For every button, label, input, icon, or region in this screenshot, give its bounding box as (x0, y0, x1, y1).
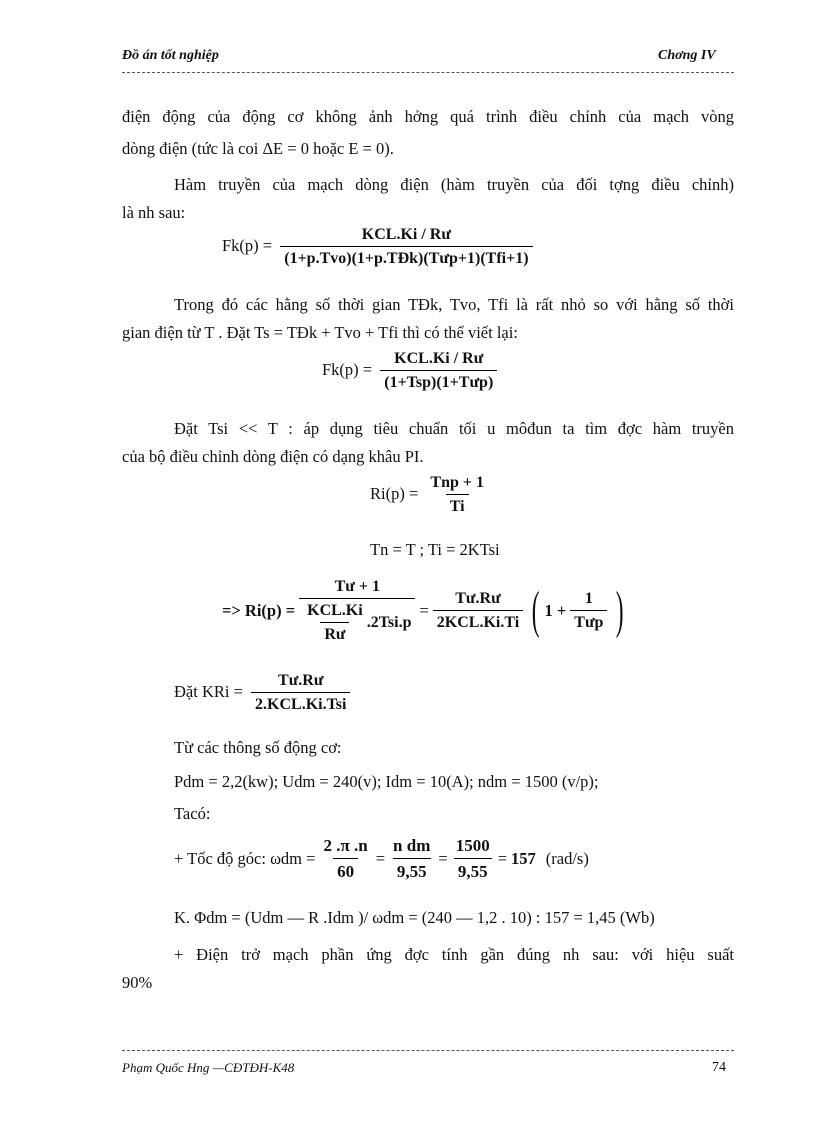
equation-8: K. Φdm = (Udm — R .Idm )/ ωdm = (240 — 1,2 . 10) : 157 = 1,45 (Wb) (174, 908, 655, 927)
equation-7-equals-2: = (438, 849, 448, 868)
header-rule (122, 72, 734, 73)
equation-6-fraction (251, 672, 350, 714)
equation-7-fraction-1 (319, 836, 371, 882)
equation-1-lhs: Fk(p) = (222, 235, 273, 255)
equation-2-numerator: KCL.Ki / Rư (394, 350, 484, 367)
header-title: Đồ án tốt nghiệp (122, 48, 219, 63)
equation-7-unit: (rad/s) (545, 849, 589, 868)
equation-1-denominator: (1+p.Tvo)(1+p.TĐk)(Tưp+1)(Tfi+1) (280, 246, 532, 268)
paragraph-2-line-1: Hàm truyền của mạch dòng điện (hàm truyền của đối tợng điều chỉnh) (174, 175, 734, 194)
equation-3-denominator: Ti (446, 494, 469, 516)
equation-2-lhs: Fk(p) = (322, 359, 373, 379)
equation-7-fraction-3 (452, 836, 494, 882)
equation-5-left-paren: ( (531, 582, 540, 639)
equation-2-denominator: (1+Tsp)(1+Tưp) (380, 370, 497, 392)
equation-7-equals-3: = (497, 849, 507, 868)
equation-3 (370, 474, 492, 516)
equation-6-denominator: 2.KCL.Ki.Tsi (251, 692, 350, 714)
paragraph-1-line-2: dòng điện (tức là coi ΔE = 0 hoặc E = 0). (122, 139, 394, 158)
equation-5-denominator-3: Tưp (570, 610, 607, 632)
equation-1 (222, 226, 537, 268)
equation-5-numerator-2: Tư.Rư (455, 590, 501, 607)
paragraph-4-line-2: của bộ điều chỉnh dòng điện có dạng khâu PI. (122, 447, 424, 466)
paragraph-3-line-2: gian điện từ T . Đặt Ts = TĐk + Tvo + Tfi thì có thể viết lại: (122, 323, 518, 342)
equation-1-fraction (280, 226, 532, 268)
equation-3-lhs: Ri(p) = (370, 483, 419, 503)
equation-5-inner-denominator: Rư (320, 622, 349, 644)
equation-7-denominator-1: 60 (333, 858, 358, 882)
equation-7-denominator-3: 9,55 (454, 858, 492, 882)
equation-7-result: 157 (511, 849, 536, 868)
equation-7-numerator-2: n dm (393, 836, 431, 855)
equation-5-fraction-3 (570, 590, 607, 632)
equation-5-equals: = (419, 601, 429, 620)
equation-5 (222, 578, 629, 644)
equation-2 (322, 350, 501, 392)
equation-5-lhs: => Ri(p) = (222, 601, 296, 620)
equation-5-denominator-2: 2KCL.Ki.Ti (433, 610, 523, 632)
paragraph-5: Từ các thông số động cơ: (174, 738, 342, 757)
paragraph-3-line-1: Trong đó các hằng số thời gian TĐk, Tvo, Tfi là rất nhỏ so với hằng số thời (174, 295, 734, 314)
equation-4: Tn = T ; Ti = 2KTsi (370, 540, 500, 559)
paragraph-2-line-2: là nh sau: (122, 203, 186, 222)
equation-6-numerator: Tư.Rư (278, 672, 324, 689)
equation-3-fraction (426, 474, 488, 516)
equation-7 (174, 836, 589, 882)
equation-1-numerator: KCL.Ki / Rư (361, 226, 451, 243)
motor-parameters: Pdm = 2,2(kw); Udm = 240(v); Idm = 10(A); ndm = 1500 (v/p); (174, 772, 599, 791)
equation-5-inner-fraction (303, 602, 367, 644)
equation-5-inner-tail: .2Tsi.p (366, 614, 412, 631)
equation-7-equals-1: = (375, 849, 386, 868)
footer-author: Phạm Quốc Hng —CĐTĐH-K48 (122, 1060, 295, 1075)
taco-label: Tacó: (174, 804, 211, 823)
equation-7-numerator-3: 1500 (455, 836, 490, 855)
equation-5-right-paren: ) (616, 582, 625, 639)
equation-7-denominator-2: 9,55 (393, 858, 431, 882)
equation-6-lhs: Đặt KRi = (174, 681, 243, 701)
equation-2-fraction (380, 350, 497, 392)
equation-5-one-plus: 1 + (544, 601, 567, 620)
equation-6 (174, 672, 354, 714)
paragraph-6-line-1: + Điện trở mạch phần ứng đợc tính gần đúng nh sau: với hiệu suất (174, 945, 734, 964)
equation-3-numerator: Tnp + 1 (430, 474, 484, 491)
paragraph-4-line-1: Đặt Tsi << T : áp dụng tiêu chuẩn tối u môđun ta tìm đợc hàm truyền (174, 419, 734, 438)
page-number: 74 (712, 1060, 726, 1075)
paragraph-1-line-1: điện động của động cơ không ảnh hởng quá trình điều chỉnh của mạch vòng (122, 107, 734, 126)
footer-rule (122, 1050, 734, 1051)
paragraph-6-line-2: 90% (122, 973, 153, 992)
equation-7-lhs: + Tốc độ góc: ωdm = (174, 849, 316, 868)
equation-5-fraction-1 (299, 578, 415, 644)
equation-5-numerator-1: Tư + 1 (334, 578, 380, 595)
header-chapter: Chơng IV (658, 48, 716, 63)
equation-5-denominator-1 (299, 598, 415, 644)
equation-5-inner-numerator: KCL.Ki (307, 602, 363, 619)
equation-7-numerator-1: 2 .π .n (323, 836, 368, 855)
equation-5-fraction-2 (433, 590, 523, 632)
equation-7-fraction-2 (389, 836, 434, 882)
equation-5-numerator-3: 1 (584, 590, 593, 607)
